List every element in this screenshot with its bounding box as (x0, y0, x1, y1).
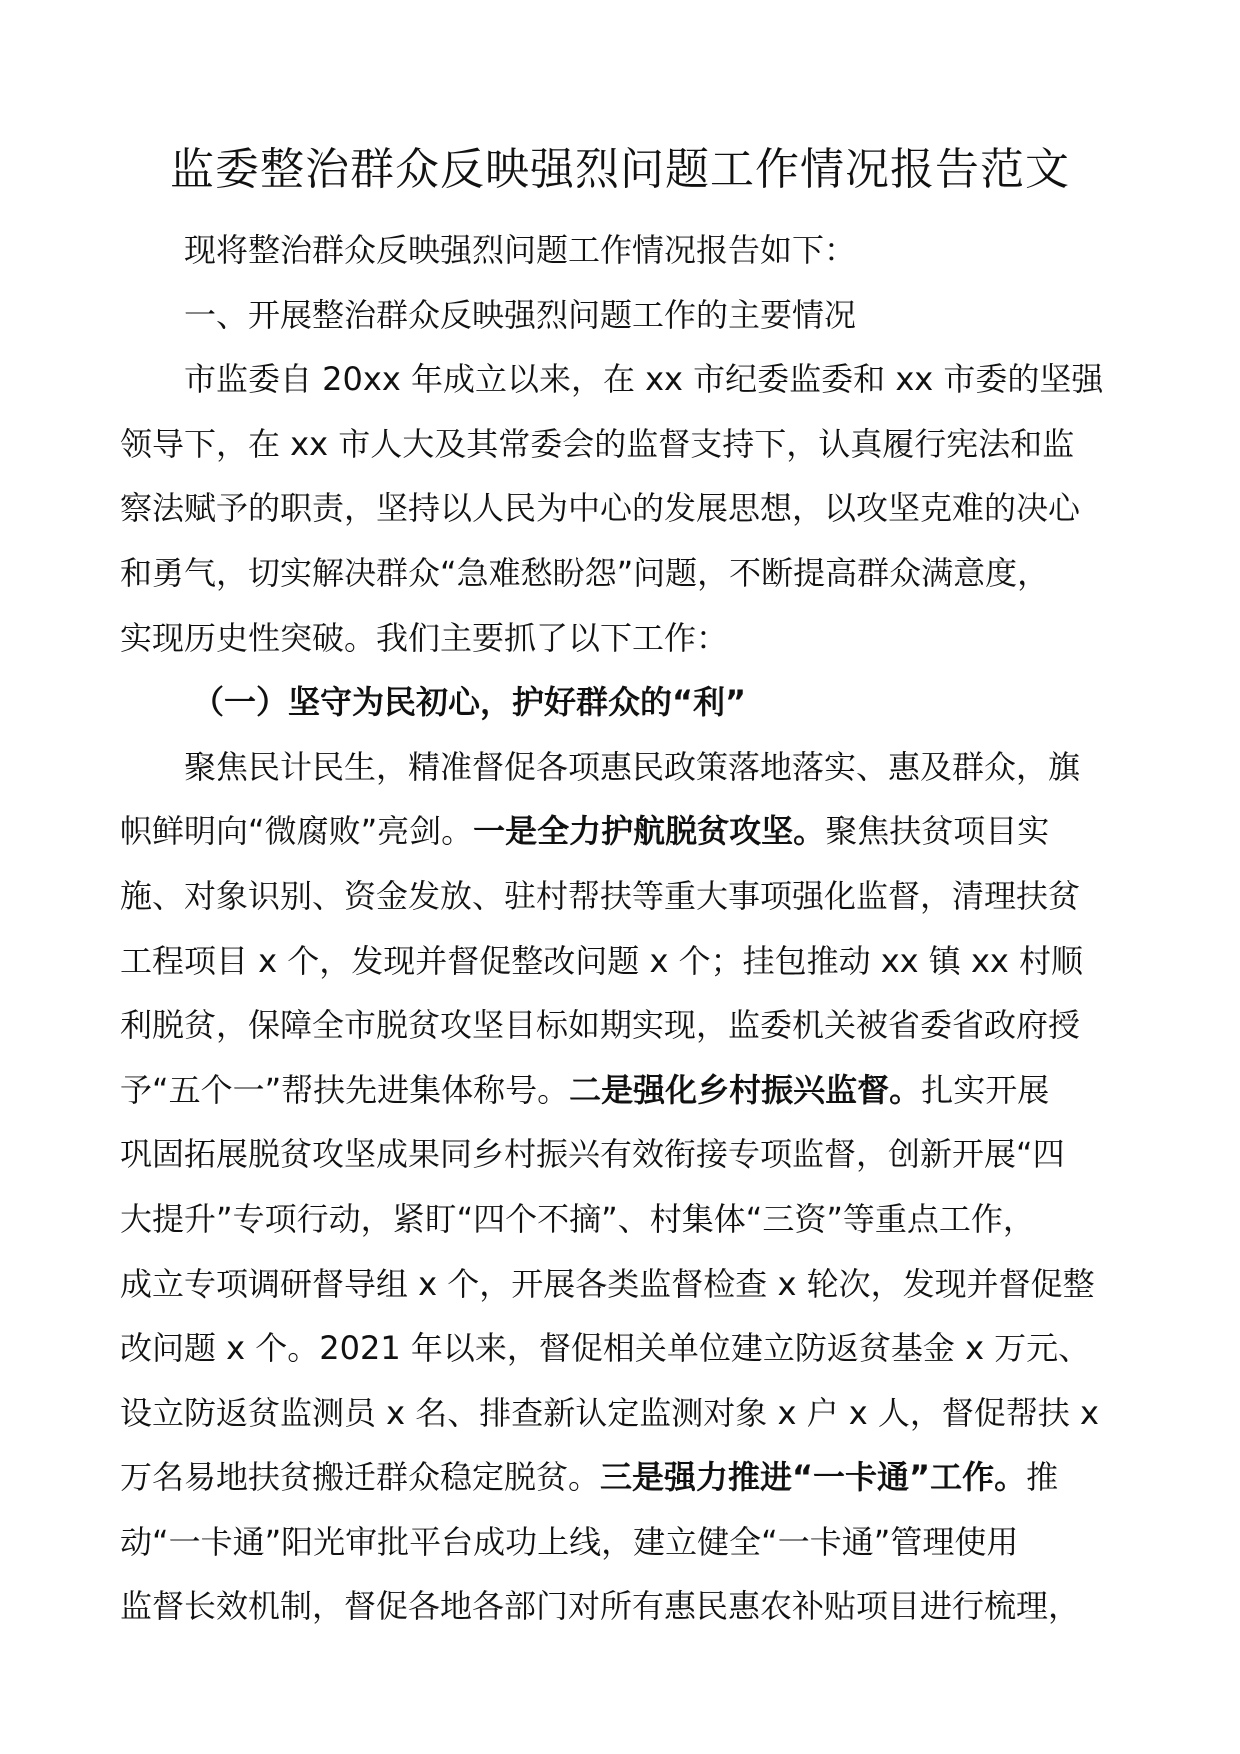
text-run: 予“五个一”帮扶先进集体称号。 (120, 1070, 570, 1109)
text-run: 扎实开展 (921, 1070, 1050, 1109)
paragraph-line: 察法赋予的职责，坚持以人民为中心的发展思想，以攻坚克难的决心 (120, 489, 1081, 528)
paragraph-line: 领导下，在 xx 市人大及其常委会的监督支持下，认真履行宪法和监 (120, 424, 1075, 463)
paragraph-line: 利脱贫，保障全市脱贫攻坚目标如期实现，监委机关被省委省政府授 (120, 1006, 1081, 1045)
paragraph-line: 聚焦民计民生，精准督促各项惠民政策落地落实、惠及群众，旗 (184, 747, 1081, 786)
paragraph-line: 监督长效机制，督促各地各部门对所有惠民惠农补贴项目进行梳理， (120, 1587, 1081, 1626)
paragraph-line (120, 799, 1160, 864)
document-body (120, 218, 1160, 1639)
paragraph-line: 动“一卡通”阳光审批平台成功上线，建立健全“一卡通”管理使用 (120, 1522, 1019, 1561)
document-title: 监委整治群众反映强烈问题工作情况报告范文 (170, 144, 1070, 195)
text-run: 推 (1026, 1458, 1059, 1497)
bold-run: 一是全力护航脱贫攻坚。 (473, 812, 826, 851)
paragraph-line: 实现历史性突破。我们主要抓了以下工作： (120, 618, 729, 657)
paragraph-line: 设立防返贫监测员 x 名、排查新认定监测对象 x 户 x 人，督促帮扶 x (120, 1393, 1099, 1432)
paragraph-line: 成立专项调研督导组 x 个，开展各类监督检查 x 轮次，发现并督促整 (120, 1264, 1095, 1303)
bold-run: 三是强力推进“一卡通”工作。 (600, 1458, 1027, 1497)
bold-run: 二是强化乡村振兴监督。 (569, 1070, 922, 1109)
paragraph-line: 改问题 x 个。2021 年以来，督促相关单位建立防返贫基金 x 万元、 (120, 1329, 1091, 1368)
text-run: 帜鲜明向“微腐败”亮剑。 (120, 812, 474, 851)
paragraph-line: 大提升”专项行动，紧盯“四个不摘”、村集体“三资”等重点工作， (120, 1199, 1035, 1238)
paragraph-line: 和勇气，切实解决群众“急难愁盼怨”问题，不断提高群众满意度， (120, 553, 1050, 592)
paragraph-line: 市监委自 20xx 年成立以来，在 xx 市纪委监委和 xx 市委的坚强 (184, 360, 1104, 399)
paragraph-line: 巩固拓展脱贫攻坚成果同乡村振兴有效衔接专项监督，创新开展“四 (120, 1135, 1065, 1174)
text-run: 万名易地扶贫搬迁群众稳定脱贫。 (120, 1458, 601, 1497)
paragraph-line: 工程项目 x 个，发现并督促整改问题 x 个；挂包推动 xx 镇 xx 村顺 (120, 941, 1084, 980)
section-heading: 一、开展整治群众反映强烈问题工作的主要情况 (184, 295, 857, 334)
intro-line: 现将整治群众反映强烈问题工作情况报告如下： (184, 231, 857, 269)
paragraph-line: 施、对象识别、资金发放、驻村帮扶等重大事项强化监督，清理扶贫 (120, 876, 1081, 915)
text-run: 聚焦扶贫项目实 (825, 812, 1050, 851)
subheading: （一）坚守为民初心，护好群众的“利” (192, 683, 747, 722)
paragraph-line (120, 1058, 1160, 1123)
paragraph-line (120, 1445, 1160, 1510)
